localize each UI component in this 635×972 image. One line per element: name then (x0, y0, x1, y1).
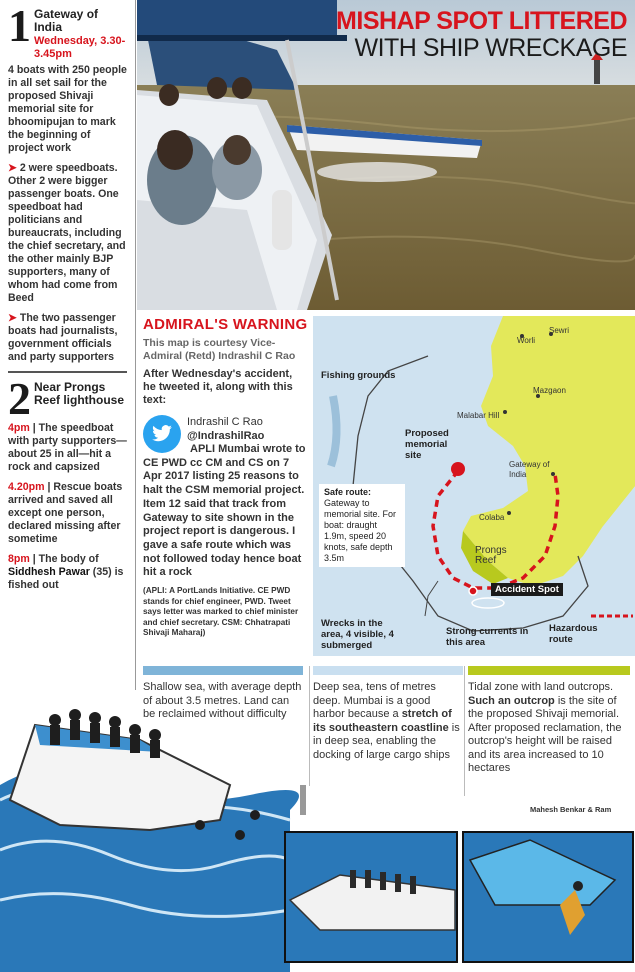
timeline-column (0, 0, 133, 690)
intro-text: After Wednesday's accident, he tweeted it, along with this text: (143, 368, 293, 406)
event: 4.20pm | Rescue boats arrived and saved all except one person, declared missing after sometime (8, 481, 123, 545)
label-malabar-hill: Malabar Hill (457, 411, 500, 420)
label-worli: Worli (517, 336, 536, 345)
column-divider (135, 0, 136, 690)
section-title: ADMIRAL'S WARNING (143, 316, 308, 333)
step-2-header (8, 373, 127, 424)
tweet-note: (APLI: A PortLands Initiative. CE PWD stands for chief engineer, PWD. Tweet says letter was marked to chief minister and chief secretary. CSM: Chhatrapati Shivaji Maharaj) (143, 586, 299, 638)
step-number: 1 (8, 0, 31, 51)
label-colaba: Colaba (479, 513, 505, 522)
event: 8pm | The body of Siddhesh Pawar (35) is fished out (8, 553, 124, 591)
zone-text: Deep sea, tens of metres deep. Mumbai is a good harbor because a stretch of its southeastern coastline is in deep sea, enabling the docking of large cargo ships (313, 681, 460, 761)
deep-color-bar (313, 666, 463, 675)
shallow-color-bar (143, 666, 303, 675)
safe-route-text: Gateway to memorial site. For boat: draught 1.9m, speed 20 knots, safe depth 3.5m (324, 498, 397, 563)
label-fishing-grounds: Fishing grounds (321, 370, 396, 381)
label-hazardous-route: Hazardous route (549, 623, 598, 645)
illustration-credit: Mahesh Benkar & Ram (530, 805, 612, 814)
bullet: ➤ 2 were speedboats. Other 2 were bigger passenger boats. One speedboat had politicians and bureaucrats, including the chief secretary, and the other mainly BJP supporters, many of whom had come from Beed (8, 162, 126, 304)
tidal-color-bar (468, 666, 630, 675)
tweet-handle: @IndrashilRao (187, 430, 265, 442)
twitter-icon (143, 415, 181, 453)
safe-route-box (319, 484, 405, 567)
tweet-author-name: Indrashil C Rao (187, 416, 263, 428)
label-wrecks: Wrecks in the area, 4 visible, 4 submerged (321, 618, 394, 651)
step-title: Near Prongs Reef lighthouse (34, 380, 125, 407)
step-text: 4 boats with 250 people in all set sail for the proposed Shivaji memorial site for bhoomipujan to mark the beginning of project work (8, 64, 127, 154)
label-sewri: Sewri (549, 326, 570, 335)
step-title: Gateway of India (34, 7, 99, 34)
accident-spot-label: Accident Spot (491, 583, 563, 596)
label-prongs-reef: Prongs Reef (475, 545, 507, 566)
label-memorial-site: Proposed memorial site (405, 428, 449, 461)
admiral-warning (143, 316, 308, 639)
arrow-icon: ➤ (8, 162, 17, 174)
headline-line-1: MISHAP SPOT LITTERED (336, 7, 627, 35)
zone-text: Shallow sea, with average depth of about 3.5 metres. Land can be reclaimed without difficulty (143, 681, 302, 720)
step-number: 2 (8, 373, 31, 424)
label-gateway: Gateway of India (509, 460, 550, 479)
event: 4pm | The speedboat with party supporters—about 25 in all—hit a rock and capsized (8, 422, 127, 473)
bullet: ➤ The two passenger boats had journalists, government officials and party supporters (8, 312, 118, 363)
map-courtesy: This map is courtesy Vice-Admiral (Retd) Indrashil C Rao (143, 337, 296, 362)
accident-illustration (0, 690, 635, 972)
label-strong-currents: Strong currents in this area (446, 626, 529, 648)
safe-route-title: Safe route: (324, 487, 372, 497)
wreckage-photo (137, 0, 635, 310)
step-1-header (8, 0, 127, 61)
step-time: Wednesday, 3.30-3.45pm (34, 35, 126, 60)
route-map (313, 316, 635, 656)
headline-line-2: WITH SHIP WRECKAGE (354, 34, 627, 62)
zone-text: Tidal zone with land outcrops. Such an outcrop is the site of the proposed Shivaji memorial. After proposed reclamation, the outcrop's height will be raised and its area increased to 10 hectares (468, 681, 622, 774)
label-mazgaon: Mazgaon (533, 386, 566, 395)
headline (336, 8, 627, 62)
tweet-text: APLI Mumbai wrote to CE PWD cc CM and CS on 7 Apr 2017 listing 25 reasons to halt the CSM memorial project. Item 12 said that track from Gateway to site shown in the project report is dangerous. I gave a safe route which was not followed today hence boat hit a rock (143, 443, 306, 579)
arrow-icon: ➤ (8, 312, 17, 324)
